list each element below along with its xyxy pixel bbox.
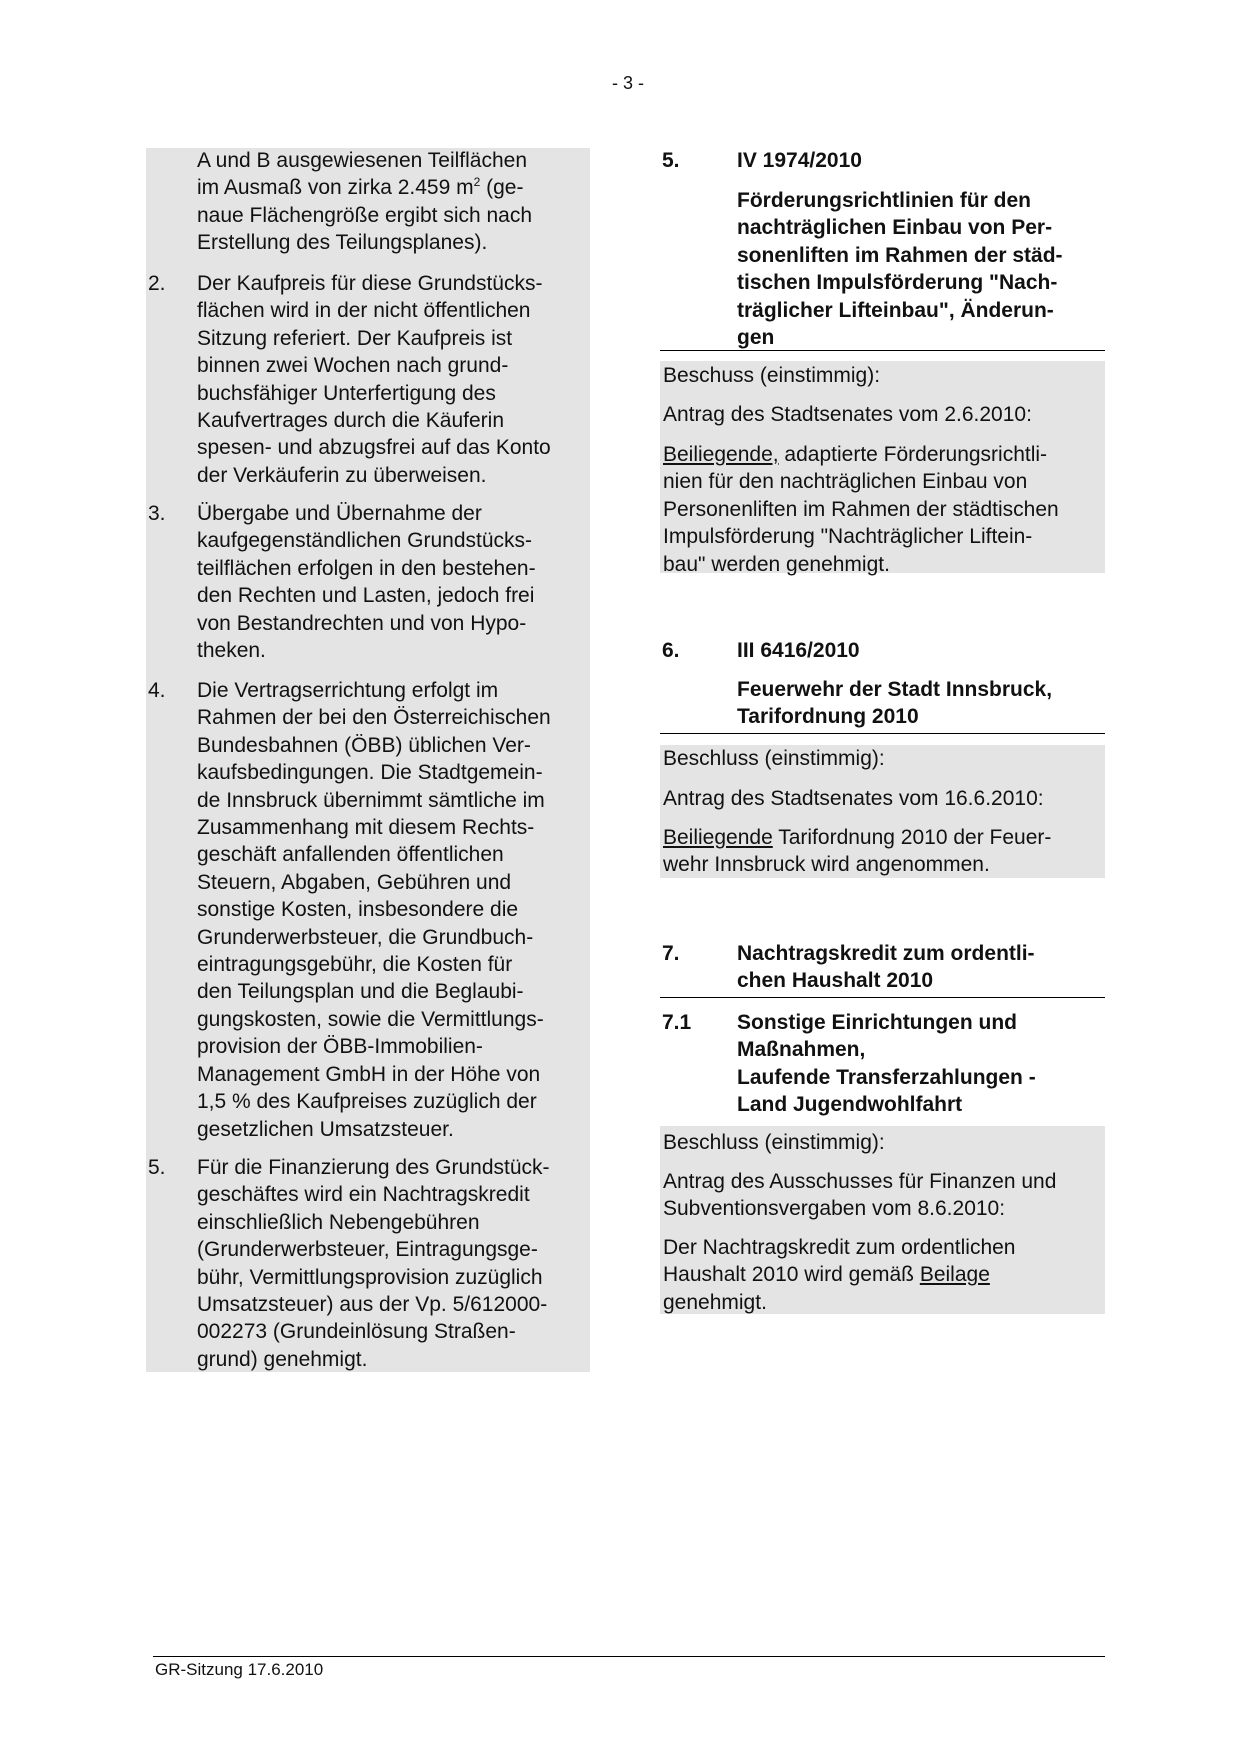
item-text: Für die Finanzierung des Grundstück- geschäftes wird ein Nachtragskredit einschließlich Nebengebühren (Grunderwerbsteuer, Eintragungsge- bühr, Vermittlungsprovision zuzüglich Umsatzsteuer) aus der Vp. 5/612000- 002273 (Grundeinlösung Straßen- grund) genehmigt. <box>197 1156 550 1371</box>
attachment-link[interactable]: Beiliegende <box>663 826 773 849</box>
text: Der Nachtragskredit zum ordentlichen Haushalt 2010 wird gemäß <box>663 1236 1016 1287</box>
text: A und B ausgewiesenen Teilflächen im Ausmaß von zirka 2.459 m <box>197 149 528 200</box>
antrag-text: Antrag des Stadtsenates vom 2.6.2010: <box>663 403 1032 426</box>
item-text: Der Kaufpreis für diese Grundstücks- flächen wird in der nicht öffentlichen Sitzung referiert. Der Kaufpreis ist binnen zwei Wochen nach grund- buchsfähiger Unterfertigung des Kaufvertrages durch die Käuferin spesen- und abzugsfrei auf das Konto der Verkäuferin zu überweisen. <box>197 272 551 487</box>
divider <box>660 350 1105 351</box>
antrag-text: Antrag des Ausschusses für Finanzen und Subventionsvergaben vom 8.6.2010: <box>663 1170 1057 1221</box>
section-title: Förderungsrichtlinien für den nachträglichen Einbau von Per- sonenliften im Rahmen der städ- tischen Impulsförderung "Nach- träglicher Lifteinbau", Änderun- gen <box>737 189 1063 350</box>
item-number: 3. <box>148 502 166 525</box>
attachment-link[interactable]: Beiliegende, <box>663 443 779 466</box>
beschluss-label: Beschluss (einstimmig): <box>663 747 885 770</box>
item-number: 4. <box>148 679 166 702</box>
resolution-text <box>663 824 1051 879</box>
page-number: - 3 - <box>612 73 645 93</box>
text: Tarifordnung 2010 der Feuer- wehr Innsbruck wird angenommen. <box>663 826 1052 877</box>
section-ref: IV 1974/2010 <box>737 149 862 172</box>
resolution-text <box>663 441 1059 578</box>
text: (ge- naue Flächengröße ergibt sich nach Erstellung des Teilungsplanes). <box>197 176 533 255</box>
superscript: 2 <box>473 175 481 190</box>
divider <box>660 733 1105 734</box>
beschluss-label: Beschluss (einstimmig): <box>663 1131 885 1154</box>
section-number: 5. <box>662 149 680 172</box>
item-text: Übergabe und Übernahme der kaufgegenständlichen Grundstücks- teilflächen erfolgen in den bestehen- den Rechten und Lasten, jedoch frei von Bestandrechten und von Hypo- theken. <box>197 502 536 663</box>
divider <box>660 997 1105 998</box>
item-text: Die Vertragserrichtung erfolgt im Rahmen der bei den Österreichischen Bundesbahnen (ÖBB) üblichen Ver- kaufsbedingungen. Die Stadtgemein- de Innsbruck übernimmt sämtliche im Zusammenhang mit diesem Rechts- geschäft anfallenden öffentlichen Steuern, Abgaben, Gebühren und sonstige Kosten, insbesondere die Grunderwerbsteuer, die Grundbuch- eintragungsgebühr, die Kosten für den Teilungsplan und die Beglaubi- gungskosten, sowie die Vermittlungs- provision der ÖBB-Immobilien- Management GmbH in der Höhe von 1,5 % des Kaufpreises zuzüglich der gesetzlichen Umsatzsteuer. <box>197 679 551 1141</box>
attachment-link[interactable]: Beilage <box>919 1263 990 1287</box>
section-title: Nachtragskredit zum ordentli- chen Haushalt 2010 <box>737 942 1035 993</box>
subsection-title: Sonstige Einrichtungen und Maßnahmen, Laufende Transferzahlungen - Land Jugendwohlfahrt <box>737 1011 1036 1117</box>
text: genehmigt. <box>663 1290 767 1314</box>
item-1-continuation <box>197 147 532 257</box>
item-number: 5. <box>148 1156 166 1179</box>
footer-rule <box>153 1656 1105 1657</box>
item-number: 2. <box>148 272 166 295</box>
section-ref: III 6416/2010 <box>737 639 860 662</box>
section-title: Feuerwehr der Stadt Innsbruck, Tarifordnung 2010 <box>737 678 1053 729</box>
section-number: 6. <box>662 639 680 662</box>
beschluss-label: Beschuss (einstimmig): <box>663 364 881 387</box>
section-number: 7. <box>662 942 680 965</box>
antrag-text: Antrag des Stadtsenates vom 16.6.2010: <box>663 787 1044 810</box>
footer-text: GR-Sitzung 17.6.2010 <box>155 1660 324 1679</box>
subsection-number: 7.1 <box>662 1011 692 1034</box>
text: adaptierte Förderungsrichtli- nien für den nachträglichen Einbau von Personenliften im Rahmen der städtischen Impulsförderung "Nachträglicher Liftein- bau" werden genehmigt. <box>663 443 1059 576</box>
resolution-text <box>663 1234 1016 1316</box>
